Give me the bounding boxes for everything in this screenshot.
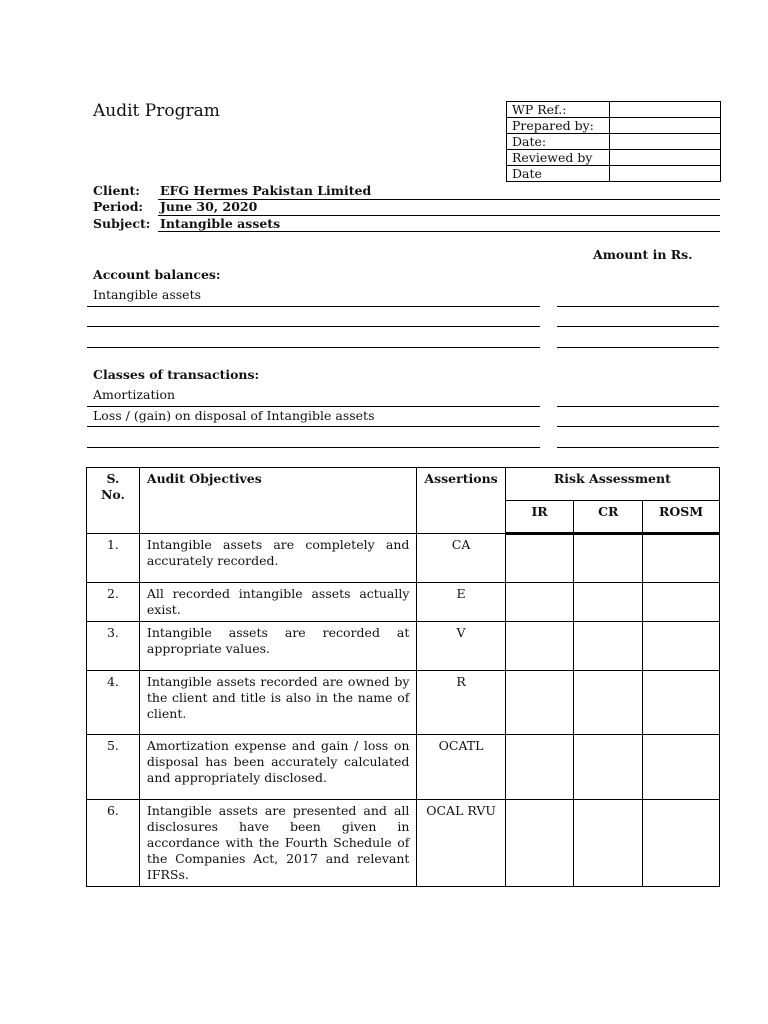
page-title: Audit Program: [93, 101, 220, 121]
row-sno: 2.: [87, 583, 140, 622]
row-ir[interactable]: [505, 622, 574, 671]
account-balance-item: Intangible assets: [93, 287, 202, 302]
item-line: [87, 347, 540, 348]
ref-label: WP Ref.:: [507, 102, 610, 118]
subject-value: Intangible assets: [160, 216, 281, 231]
audit-objectives-table: [86, 467, 720, 887]
row-sno: 5.: [87, 735, 140, 800]
ref-row-reviewed-by: [507, 150, 721, 166]
period-value: June 30, 2020: [160, 199, 258, 214]
row-objective: Intangible assets are presented and all disclosures have been given in accordance with the Fourth Schedule of the Companies Act, 2017 and relevant IFRSs.: [139, 800, 417, 887]
transaction-item: Amortization: [93, 387, 176, 402]
account-balances-heading: Account balances:: [93, 267, 221, 282]
row-assertion: CA: [417, 534, 505, 583]
ref-label: Date: [507, 166, 610, 182]
row-assertion: OCATL: [417, 735, 505, 800]
row-ir[interactable]: [505, 671, 574, 735]
period-line: [93, 199, 257, 215]
row-objective: Intangible assets recorded are owned by the client and title is also in the name of client.: [139, 671, 417, 735]
item-line: [87, 326, 540, 327]
row-cr[interactable]: [574, 671, 643, 735]
row-rosm[interactable]: [643, 735, 720, 800]
amount-line: [557, 426, 719, 427]
row-ir[interactable]: [505, 800, 574, 887]
table-header-row: [87, 468, 720, 501]
row-cr[interactable]: [574, 800, 643, 887]
row-cr[interactable]: [574, 735, 643, 800]
row-sno: 6.: [87, 800, 140, 887]
ref-value[interactable]: [610, 166, 721, 182]
row-cr[interactable]: [574, 534, 643, 583]
row-sno: 1.: [87, 534, 140, 583]
ref-row-wp-ref: [507, 102, 721, 118]
header-rosm: ROSM: [643, 501, 720, 534]
ref-row-review-date: [507, 166, 721, 182]
table-row: [87, 800, 720, 887]
classes-heading: Classes of transactions:: [93, 367, 260, 382]
row-objective: Amortization expense and gain / loss on disposal has been accurately calculated and appropriately disclosed.: [139, 735, 417, 800]
row-rosm[interactable]: [643, 622, 720, 671]
period-label: Period:: [93, 199, 144, 214]
row-sno: 4.: [87, 671, 140, 735]
ref-value[interactable]: [610, 118, 721, 134]
row-ir[interactable]: [505, 583, 574, 622]
row-objective: All recorded intangible assets actually exist.: [139, 583, 417, 622]
amount-label: Amount in Rs.: [593, 247, 693, 262]
row-rosm[interactable]: [643, 800, 720, 887]
header-ir: IR: [505, 501, 574, 534]
ref-label: Date:: [507, 134, 610, 150]
row-rosm[interactable]: [643, 671, 720, 735]
row-objective: Intangible assets are recorded at appropriate values.: [139, 622, 417, 671]
table-row: [87, 534, 720, 583]
subject-label: Subject:: [93, 216, 151, 231]
header-assertions: Assertions: [417, 468, 505, 534]
ref-value[interactable]: [610, 134, 721, 150]
amount-line: [557, 406, 719, 407]
header-sno: S. No.: [87, 468, 140, 534]
item-line: [87, 406, 540, 407]
item-line: [87, 447, 540, 448]
client-value: EFG Hermes Pakistan Limited: [160, 183, 372, 198]
table-row: [87, 735, 720, 800]
reference-box: [506, 101, 721, 182]
amount-line: [557, 447, 719, 448]
item-line: [87, 306, 540, 307]
row-assertion: V: [417, 622, 505, 671]
client-line: [93, 183, 371, 199]
amount-line: [557, 306, 719, 307]
header-cr: CR: [574, 501, 643, 534]
amount-line: [557, 347, 719, 348]
client-label: Client:: [93, 183, 140, 198]
header-objectives: Audit Objectives: [139, 468, 417, 534]
table-row: [87, 671, 720, 735]
table-row: [87, 622, 720, 671]
row-objective: Intangible assets are completely and accurately recorded.: [139, 534, 417, 583]
item-line: [87, 426, 540, 427]
divider: [158, 231, 720, 232]
ref-value[interactable]: [610, 150, 721, 166]
amount-line: [557, 326, 719, 327]
row-assertion: R: [417, 671, 505, 735]
subject-line: [93, 216, 280, 232]
row-rosm[interactable]: [643, 534, 720, 583]
table-row: [87, 583, 720, 622]
row-ir[interactable]: [505, 735, 574, 800]
ref-row-prepared-by: [507, 118, 721, 134]
row-sno: 3.: [87, 622, 140, 671]
ref-row-date: [507, 134, 721, 150]
row-cr[interactable]: [574, 622, 643, 671]
ref-value[interactable]: [610, 102, 721, 118]
header-risk-assessment: Risk Assessment: [505, 468, 719, 501]
row-rosm[interactable]: [643, 583, 720, 622]
ref-label: Reviewed by: [507, 150, 610, 166]
row-cr[interactable]: [574, 583, 643, 622]
row-ir[interactable]: [505, 534, 574, 583]
row-assertion: E: [417, 583, 505, 622]
row-assertion: OCAL RVU: [417, 800, 505, 887]
ref-label: Prepared by:: [507, 118, 610, 134]
transaction-item: Loss / (gain) on disposal of Intangible assets: [93, 408, 375, 423]
